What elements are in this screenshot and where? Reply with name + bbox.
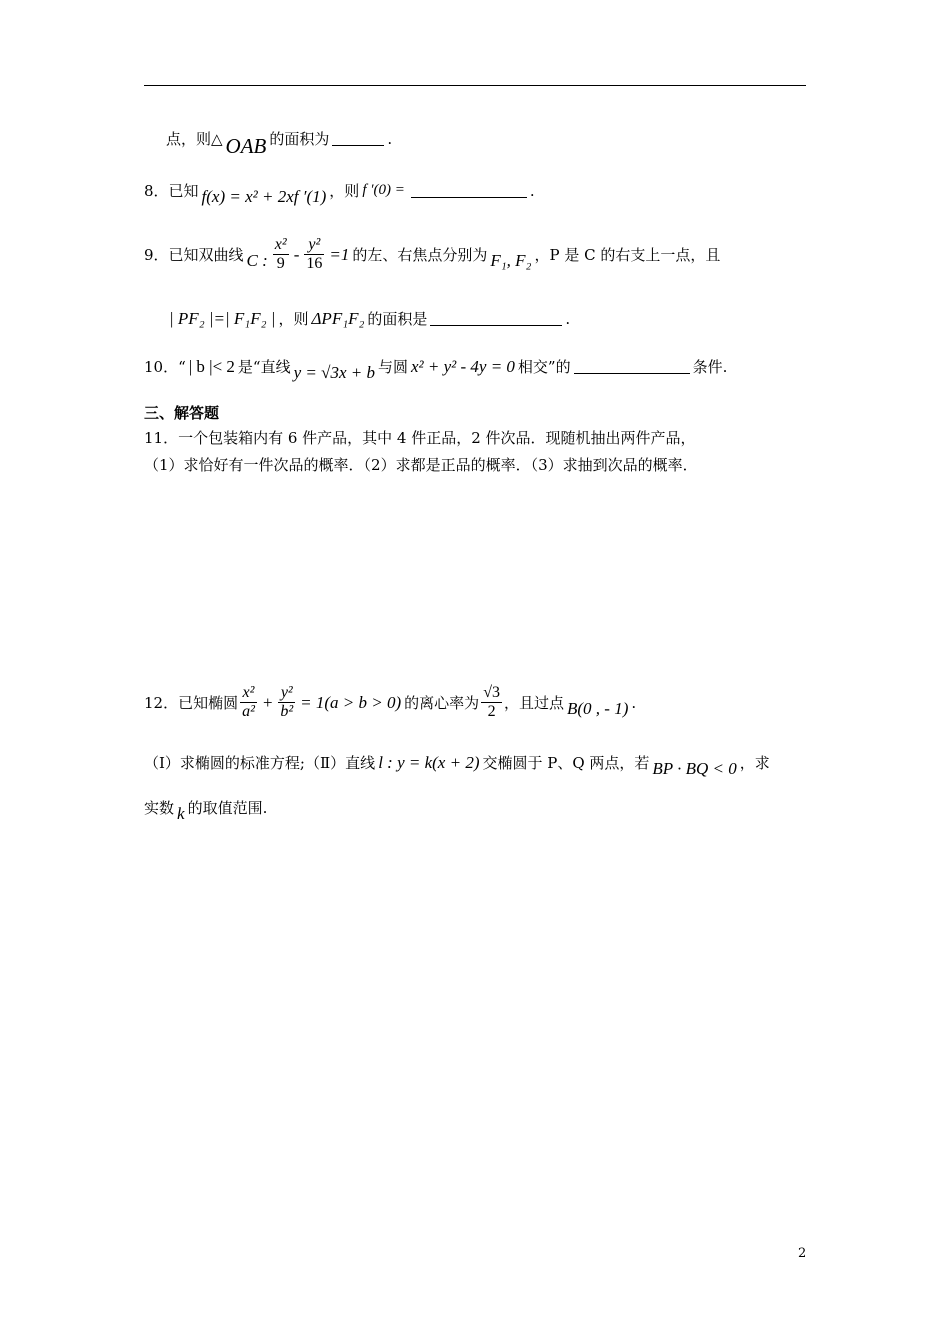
fraction-y2-16: $\frac{\text{y²}}{16}$ [306,236,323,273]
question-9-line-2: | PF₂ |=| F₁F₂ | ，则 ΔPF₁F₂ 的面积是 . [169,308,571,328]
answer-blank [574,359,690,374]
fraction-x2-9: $\frac{\text{x²}}{9}$ [274,236,287,273]
question-12-line-2: （Ⅰ）求椭圆的标准方程;（Ⅱ）直线 l : y = k(x + 2) 交椭圆于 P、Q 两点，若 BP · BQ < 0 ，求 [144,752,770,778]
page-number: 2 [798,1246,807,1261]
header-rule [144,85,806,86]
question-11: 11．一个包装箱内有 6 件产品，其中 4 件正品，2 件次品．现随机抽出两件产品， [144,429,696,447]
question-8: 8．已知 f(x) = x² + 2xf ′(1) ，则 f ′(0) = . [144,181,535,206]
answer-blank [411,183,527,198]
question-11-parts: （1）求恰好有一件次品的概率．（2）求都是正品的概率．（3）求抽到次品的概率． [144,456,698,474]
question-12-line-3: 实数 k 的取值范围. [144,799,268,823]
answer-blank [332,131,384,146]
q7-continuation: 点，则△ OAB 的面积为 . [166,129,393,158]
question-10: 10．“ | b |< 2 是“直线 y = √3x + b 与圆 x² + y² - 4y = 0 相交”的 条件. [144,356,728,382]
fraction-sqrt3-2: $\frac{√3}{2}$ [483,684,500,721]
question-12: 12．已知椭圆 $\frac{\text{x²}}{\text{a²}}$ + $\frac{\text{y²}}{\text{b²}}$ = 1(a > b > 0) 的离心率为 $\frac{√3}{2}$ ，且过点 B(0 , - 1) . [144,684,637,721]
fraction-y2-b2: $\frac{\text{y²}}{\text{b²}}$ [280,684,294,721]
answer-blank [430,311,562,326]
fraction-x2-a2: $\frac{\text{x²}}{\text{a²}}$ [242,684,255,721]
section-heading: 三、解答题 [144,404,220,422]
question-9: 9．已知双曲线 C : $\frac{\text{x²}}{9}$ - $\frac{\text{y²}}{16}$ =1 的左、右焦点分别为 F₁, F₂ ，P 是 C 的右支上一点，且 [144,236,721,273]
